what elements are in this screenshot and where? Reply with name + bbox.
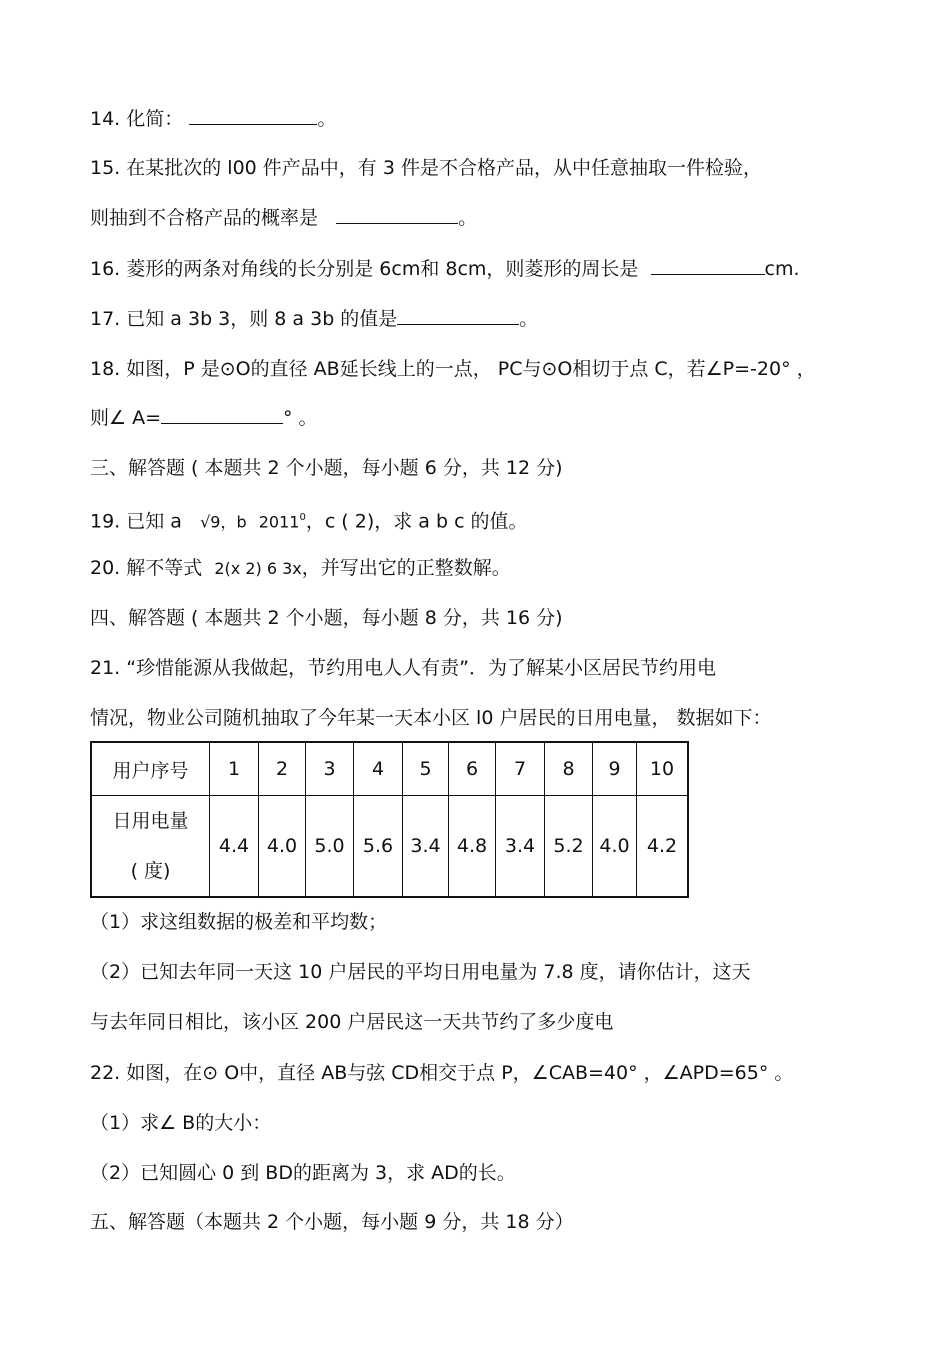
question-21-line2: 情况，物业公司随机抽取了今年某一天本小区 l0 户居民的日用电量， 数据如下： <box>90 707 772 729</box>
question-20: 20. 解不等式 2(x 2) 6 3x，并写出它的正整数解。 <box>90 557 511 579</box>
question-21-sub1: （1）求这组数据的极差和平均数； <box>90 911 388 933</box>
table-cell: 3.4 <box>403 796 449 898</box>
answer-blank <box>161 405 283 424</box>
table-cell: 5.2 <box>545 796 593 898</box>
table-cell: 5.0 <box>306 796 354 898</box>
answer-blank <box>397 306 519 325</box>
table-cell: 4.0 <box>593 796 637 898</box>
answer-blank <box>189 106 317 125</box>
question-22-sub2: （2）已知圆心 0 到 BD的距离为 3，求 AD的长。 <box>90 1162 516 1184</box>
section-4-heading: 四、解答题 ( 本题共 2 个小题，每小题 8 分，共 16 分) <box>90 607 563 629</box>
table-cell: 4 <box>354 742 403 796</box>
table-cell: 7 <box>496 742 545 796</box>
question-22-sub1: （1）求∠ B的大小： <box>90 1112 272 1134</box>
table-cell: 4.0 <box>259 796 306 898</box>
table-cell: 3 <box>306 742 354 796</box>
table-header-cell: 用户序号 <box>91 742 210 796</box>
table-row-values <box>91 796 688 898</box>
question-21-sub2b: 与去年同日相比，该小区 200 户居民这一天共节约了多少度电 <box>90 1011 614 1033</box>
answer-blank <box>651 256 765 275</box>
table-cell: 5 <box>403 742 449 796</box>
question-17: 17. 已知 a 3b 3，则 8 a 3b 的值是 。 <box>90 308 539 330</box>
question-22-line1: 22. 如图，在⊙ O中，直径 AB与弦 CD相交于点 P，∠CAB=40° ，∠APD=65° 。 <box>90 1062 794 1084</box>
table-cell: 4.8 <box>449 796 496 898</box>
question-21-sub2a: （2）已知去年同一天这 10 户居民的平均日用电量为 7.8 度，请你估计，这天 <box>90 961 751 983</box>
question-15-line2: 则抽到不合格产品的概率是 。 <box>90 207 478 229</box>
electricity-table <box>90 741 689 898</box>
question-15-line1: 15. 在某批次的 l00 件产品中，有 3 件是不合格产品，从中任意抽取一件检验， <box>90 157 762 179</box>
table-cell: 3.4 <box>496 796 545 898</box>
table-cell: 6 <box>449 742 496 796</box>
section-5-heading: 五、解答题（本题共 2 个小题，每小题 9 分，共 18 分） <box>90 1211 574 1233</box>
table-cell: 5.6 <box>354 796 403 898</box>
question-14: 14. 化简： 。 <box>90 108 337 130</box>
question-21-line1: 21. “珍惜能源从我做起，节约用电人人有责”．为了解某小区居民节约用电 <box>90 657 716 679</box>
question-19: 19. 已知 a √9，b 2011$^0$，c ( 2)，求 a b c 的值。 <box>90 510 528 533</box>
table-cell: 4.2 <box>637 796 689 898</box>
table-row-ids <box>91 742 688 796</box>
section-3-heading: 三、解答题 ( 本题共 2 个小题，每小题 6 分，共 12 分) <box>90 457 563 479</box>
table-cell: 9 <box>593 742 637 796</box>
table-cell: 8 <box>545 742 593 796</box>
question-16: 16. 菱形的两条对角线的长分别是 6cm和 8cm，则菱形的周长是 cm. <box>90 258 800 280</box>
question-18-line2: 则∠ A= ° 。 <box>90 407 318 429</box>
table-cell: 10 <box>637 742 689 796</box>
question-18-line1: 18. 如图，P 是⊙O的直径 AB延长线上的一点， PC与⊙O相切于点 C，若∠P=-20° ， <box>90 358 816 380</box>
table-cell: 2 <box>259 742 306 796</box>
answer-blank <box>336 205 458 224</box>
table-header-cell: 日用电量 ( 度) <box>91 796 210 898</box>
table-cell: 1 <box>210 742 259 796</box>
table-cell: 4.4 <box>210 796 259 898</box>
